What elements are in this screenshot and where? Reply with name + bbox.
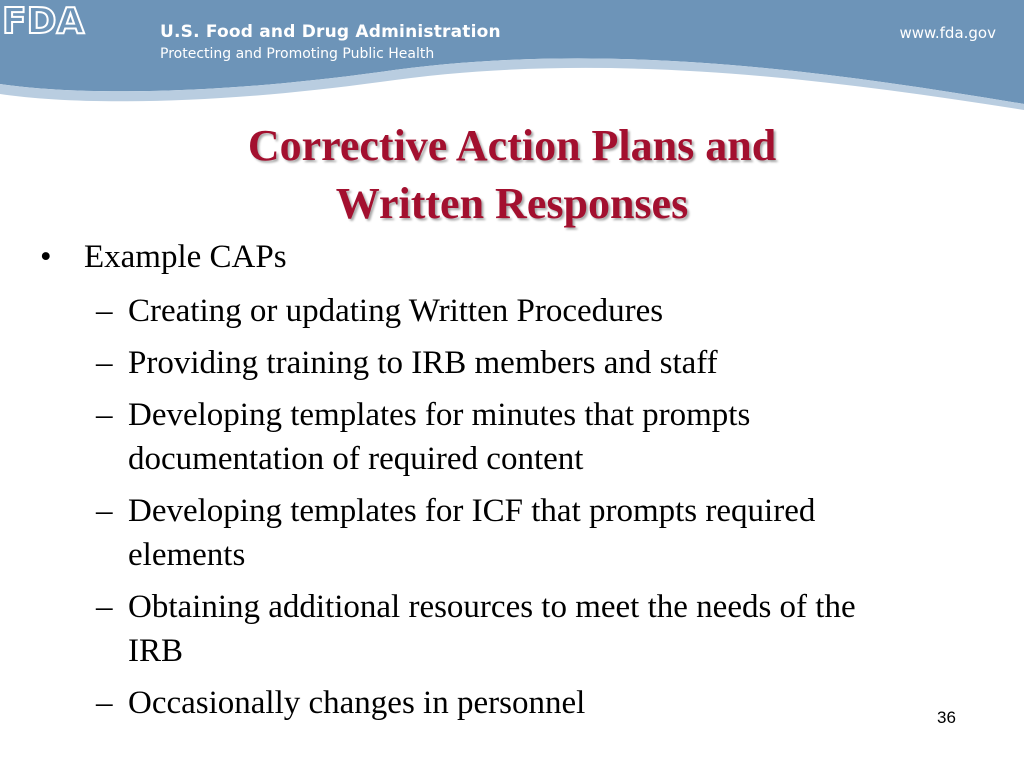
slide-body <box>40 233 940 725</box>
page-number: 36 <box>937 708 956 727</box>
sub-item-text: Providing training to IRB members and staff <box>128 345 718 381</box>
dash-marker: – <box>96 293 113 329</box>
dash-marker: – <box>96 589 113 625</box>
website-url[interactable]: www.fda.gov <box>899 24 996 42</box>
fda-logo-lettering: FDA <box>2 1 85 40</box>
sub-item-text: Creating or updating Written Procedures <box>128 293 664 329</box>
fda-logo <box>0 0 96 40</box>
dash-marker: – <box>96 493 113 529</box>
header-wave-graphic <box>0 0 1024 120</box>
bullet-item <box>40 233 940 281</box>
sub-item <box>96 393 940 481</box>
header-banner <box>0 0 1024 120</box>
bullet-text: Example CAPs <box>84 239 287 275</box>
bullet-marker: • <box>40 239 52 275</box>
dash-marker: – <box>96 345 113 381</box>
sub-item <box>96 681 940 725</box>
sub-item <box>96 585 940 673</box>
sub-item-text: Obtaining additional resources to meet the needs of the IRB <box>128 589 856 669</box>
slide-title-line-1: Corrective Action Plans and <box>247 121 777 170</box>
agency-tagline: Protecting and Promoting Public Health <box>160 46 435 62</box>
dash-marker: – <box>96 685 113 721</box>
sub-item <box>96 289 940 333</box>
dash-marker: – <box>96 397 113 433</box>
sub-item-text: Developing templates for minutes that prompts documentation of required content <box>128 397 751 477</box>
sub-item-text: Developing templates for ICF that prompts required elements <box>128 493 816 573</box>
sub-item <box>96 341 940 385</box>
agency-name: U.S. Food and Drug Administration <box>160 22 501 42</box>
slide-title-line-2: Written Responses <box>335 179 689 228</box>
sub-item <box>96 489 940 577</box>
sub-item-text: Occasionally changes in personnel <box>128 685 586 721</box>
slide-title <box>0 117 1024 233</box>
